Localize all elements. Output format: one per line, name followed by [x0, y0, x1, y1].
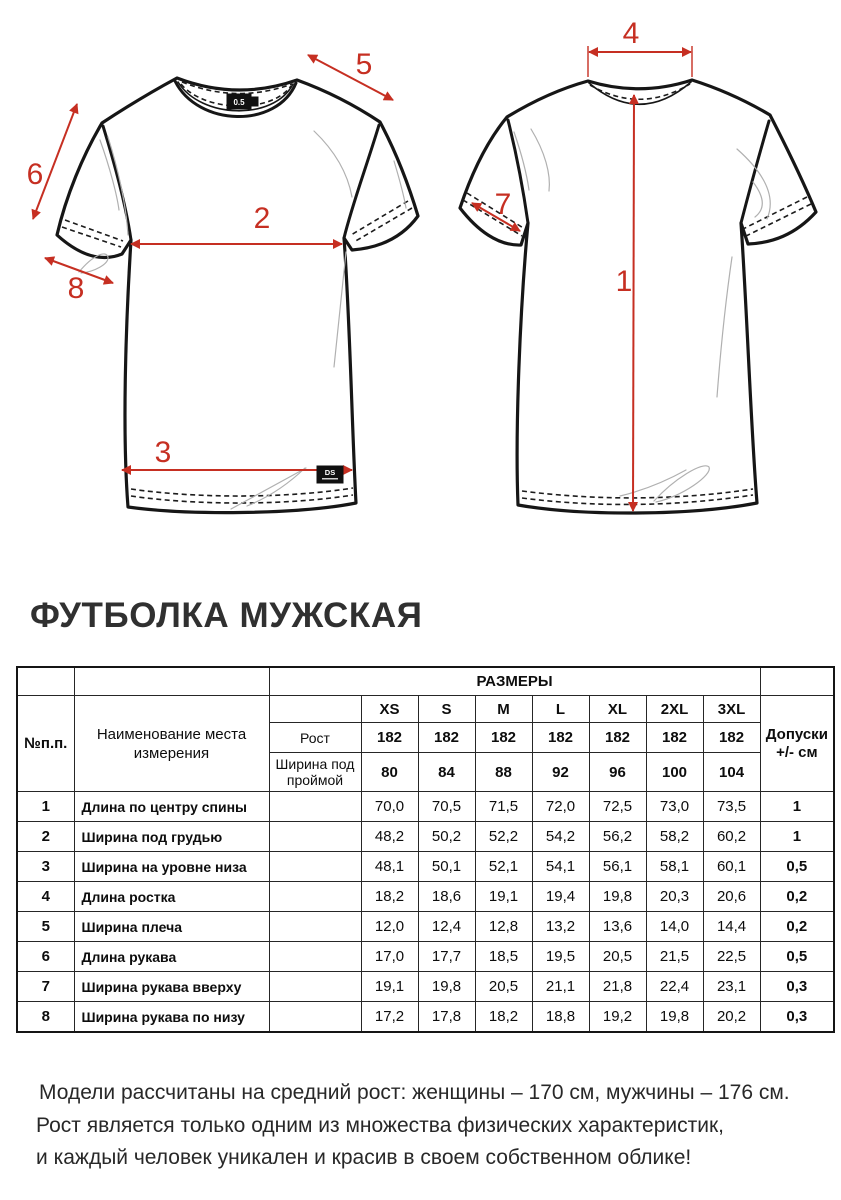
row-spacer	[269, 822, 361, 852]
underarm-value: 80	[361, 753, 418, 792]
row-name: Длина по центру спины	[74, 792, 269, 822]
size-label: XL	[589, 696, 646, 723]
row-num: 8	[17, 1002, 74, 1033]
height-row-label: Рост	[269, 723, 361, 753]
row-tolerance: 0,2	[760, 912, 834, 942]
height-value: 182	[361, 723, 418, 753]
size-label: L	[532, 696, 589, 723]
footer-line-1: Модели рассчитаны на средний рост: женщины – 170 см, мужчины – 176 см.	[39, 1081, 790, 1104]
row-spacer	[269, 972, 361, 1002]
row-name: Ширина плеча	[74, 912, 269, 942]
row-num: 2	[17, 822, 74, 852]
row-value: 50,1	[418, 852, 475, 882]
row-name: Ширина рукава по низу	[74, 1002, 269, 1033]
col-number-header: №п.п.	[17, 696, 74, 792]
row-num: 4	[17, 882, 74, 912]
row-value: 18,8	[532, 1002, 589, 1033]
hem-tag-label: DS	[324, 468, 336, 477]
row-value: 56,2	[589, 822, 646, 852]
row-tolerance: 0,3	[760, 972, 834, 1002]
underarm-row-label: Ширина под проймой	[269, 753, 361, 792]
row-spacer	[269, 942, 361, 972]
height-value: 182	[475, 723, 532, 753]
row-num: 3	[17, 852, 74, 882]
row-value: 20,2	[703, 1002, 760, 1033]
size-label-spacer	[269, 696, 361, 723]
row-value: 17,8	[418, 1002, 475, 1033]
row-spacer	[269, 912, 361, 942]
table-row	[17, 942, 834, 972]
row-value: 73,0	[646, 792, 703, 822]
table-row	[17, 912, 834, 942]
row-value: 72,0	[532, 792, 589, 822]
row-value: 12,8	[475, 912, 532, 942]
table-row	[17, 1002, 834, 1033]
row-num: 6	[17, 942, 74, 972]
dimension-label-8: 8	[67, 272, 85, 305]
tolerance-header: Допуски +/- см	[760, 696, 834, 792]
underarm-value: 92	[532, 753, 589, 792]
height-value: 182	[418, 723, 475, 753]
row-value: 56,1	[589, 852, 646, 882]
row-value: 18,5	[475, 942, 532, 972]
size-label: 3XL	[703, 696, 760, 723]
footer-note	[36, 1077, 790, 1175]
row-value: 73,5	[703, 792, 760, 822]
row-tolerance: 0,5	[760, 852, 834, 882]
row-value: 22,4	[646, 972, 703, 1002]
row-value: 60,2	[703, 822, 760, 852]
page-title: ФУТБОЛКА МУЖСКАЯ	[30, 596, 423, 635]
row-value: 71,5	[475, 792, 532, 822]
row-tolerance: 0,3	[760, 1002, 834, 1033]
height-value: 182	[646, 723, 703, 753]
dimension-label-3: 3	[154, 436, 172, 469]
size-label: 2XL	[646, 696, 703, 723]
row-spacer	[269, 882, 361, 912]
row-value: 19,4	[532, 882, 589, 912]
row-value: 18,2	[475, 1002, 532, 1033]
dimension-label-4: 4	[622, 17, 640, 50]
front-view-drawing	[57, 78, 418, 513]
row-num: 5	[17, 912, 74, 942]
row-value: 20,3	[646, 882, 703, 912]
row-name: Ширина на уровне низа	[74, 852, 269, 882]
row-value: 14,0	[646, 912, 703, 942]
size-label: S	[418, 696, 475, 723]
row-name: Длина рукава	[74, 942, 269, 972]
dimension-label-2: 2	[253, 202, 271, 235]
neck-tag-label: 0.5	[233, 98, 245, 107]
row-value: 17,7	[418, 942, 475, 972]
row-value: 23,1	[703, 972, 760, 1002]
row-value: 20,5	[475, 972, 532, 1002]
table-header-sizes-title-row	[17, 667, 834, 696]
row-value: 12,4	[418, 912, 475, 942]
table-row	[17, 822, 834, 852]
row-value: 18,6	[418, 882, 475, 912]
row-value: 72,5	[589, 792, 646, 822]
row-value: 21,5	[646, 942, 703, 972]
height-value: 182	[703, 723, 760, 753]
size-label: XS	[361, 696, 418, 723]
footer-line-3: и каждый человек уникален и красив в своем собственном облике!	[36, 1146, 692, 1169]
row-value: 19,2	[589, 1002, 646, 1033]
table-row	[17, 792, 834, 822]
row-tolerance: 0,5	[760, 942, 834, 972]
underarm-value: 88	[475, 753, 532, 792]
back-view-drawing	[460, 80, 816, 513]
dimension-label-7: 7	[494, 188, 512, 221]
row-name: Ширина рукава вверху	[74, 972, 269, 1002]
underarm-value: 84	[418, 753, 475, 792]
row-tolerance: 1	[760, 792, 834, 822]
row-name: Длина ростка	[74, 882, 269, 912]
row-value: 19,1	[475, 882, 532, 912]
row-value: 70,5	[418, 792, 475, 822]
row-tolerance: 0,2	[760, 882, 834, 912]
row-value: 13,2	[532, 912, 589, 942]
hem-tag	[317, 466, 343, 483]
row-num: 1	[17, 792, 74, 822]
row-value: 17,2	[361, 1002, 418, 1033]
row-value: 19,5	[532, 942, 589, 972]
table-row	[17, 882, 834, 912]
sizes-title: РАЗМЕРЫ	[269, 667, 760, 696]
row-name: Ширина под грудью	[74, 822, 269, 852]
row-value: 13,6	[589, 912, 646, 942]
row-num: 7	[17, 972, 74, 1002]
dimension-label-1: 1	[615, 265, 633, 298]
row-tolerance: 1	[760, 822, 834, 852]
row-value: 12,0	[361, 912, 418, 942]
underarm-value: 96	[589, 753, 646, 792]
row-value: 20,6	[703, 882, 760, 912]
height-value: 182	[589, 723, 646, 753]
row-value: 58,2	[646, 822, 703, 852]
row-spacer	[269, 1002, 361, 1033]
row-value: 60,1	[703, 852, 760, 882]
table-row	[17, 972, 834, 1002]
corner-empty-name	[74, 667, 269, 696]
dimension-label-5: 5	[355, 48, 373, 81]
corner-empty-tolerance	[760, 667, 834, 696]
dimension-label-6: 6	[26, 158, 44, 191]
row-spacer	[269, 792, 361, 822]
row-value: 22,5	[703, 942, 760, 972]
row-value: 52,2	[475, 822, 532, 852]
underarm-value: 100	[646, 753, 703, 792]
row-value: 58,1	[646, 852, 703, 882]
row-value: 70,0	[361, 792, 418, 822]
row-value: 52,1	[475, 852, 532, 882]
table-header-size-labels-row	[17, 696, 834, 723]
row-value: 19,1	[361, 972, 418, 1002]
row-spacer	[269, 852, 361, 882]
row-value: 19,8	[646, 1002, 703, 1033]
row-value: 20,5	[589, 942, 646, 972]
row-value: 18,2	[361, 882, 418, 912]
row-value: 54,2	[532, 822, 589, 852]
footer-line-2: Рост является только одним из множества физических характеристик,	[36, 1113, 725, 1137]
row-value: 19,8	[418, 972, 475, 1002]
row-value: 17,0	[361, 942, 418, 972]
col-name-header: Наименование места измерения	[74, 696, 269, 792]
row-value: 50,2	[418, 822, 475, 852]
size-label: M	[475, 696, 532, 723]
row-value: 21,1	[532, 972, 589, 1002]
underarm-value: 104	[703, 753, 760, 792]
height-value: 182	[532, 723, 589, 753]
corner-empty-num	[17, 667, 74, 696]
row-value: 14,4	[703, 912, 760, 942]
row-value: 54,1	[532, 852, 589, 882]
row-value: 48,1	[361, 852, 418, 882]
tshirt-measurement-diagram	[0, 0, 841, 565]
size-table	[16, 666, 835, 1033]
row-value: 48,2	[361, 822, 418, 852]
table-row	[17, 852, 834, 882]
dimension-arrow-1	[633, 95, 634, 511]
row-value: 21,8	[589, 972, 646, 1002]
row-value: 19,8	[589, 882, 646, 912]
